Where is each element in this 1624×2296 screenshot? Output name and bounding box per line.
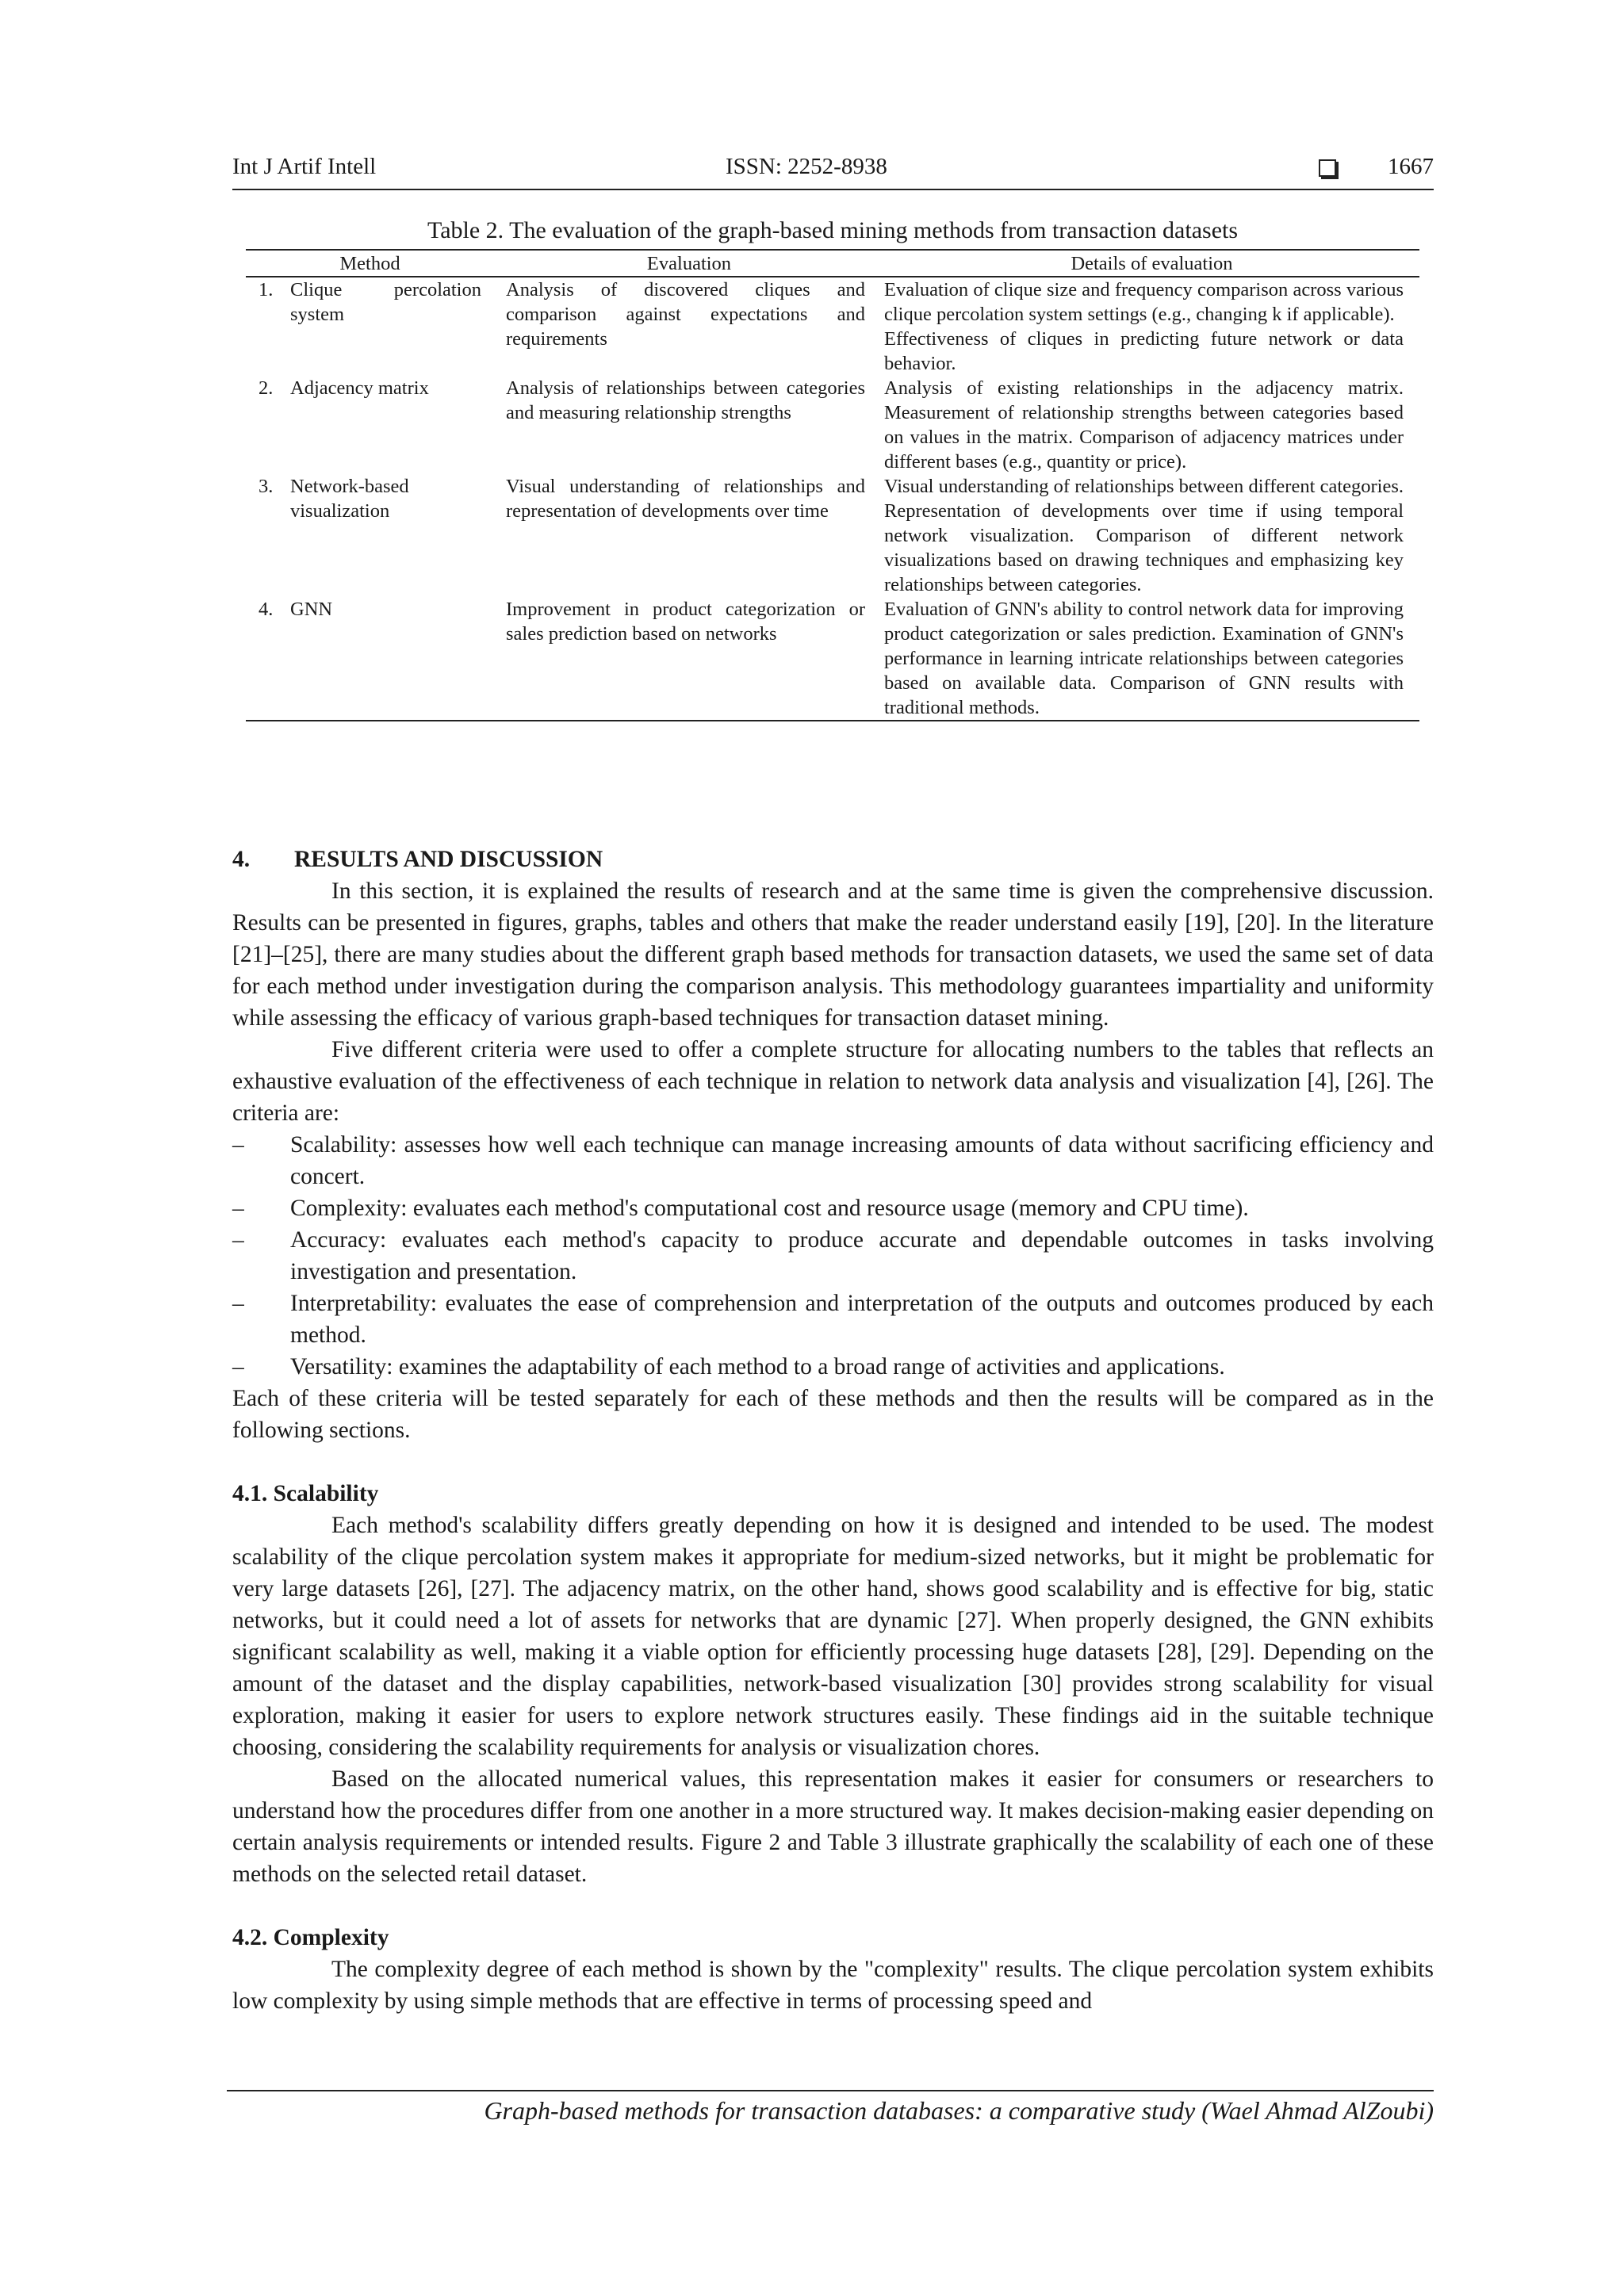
method-name: Adjacency matrix xyxy=(290,377,429,399)
details-text: Visual understanding of relationships between different categories. Representation of developments over time if using temporal network visualization. Comparison of different network visualizations based on drawing techniques and emphasizing key relationships between categories. xyxy=(884,476,1404,595)
bullet-text: Scalability: assesses how well each technique can manage increasing amounts of data without sacrificing efficiency and concert. xyxy=(290,1132,1434,1189)
method-name: Network-based visualization xyxy=(290,476,409,522)
evaluation-cell: Improvement in product categorization or sales prediction based on networks xyxy=(506,599,865,645)
bullet-dash: – xyxy=(232,1196,244,1221)
paragraph: Each of these criteria will be tested separately for each of these methods and then the results will be compared as in the following sections. xyxy=(232,1386,1434,1443)
bullet-item xyxy=(232,1288,1434,1351)
section-title: RESULTS AND DISCUSSION xyxy=(294,847,603,872)
evaluation-cell: Visual understanding of relationships and representation of developments over time xyxy=(506,476,865,522)
row-number: 2. xyxy=(259,377,274,399)
paragraph: In this section, it is explained the results of research and at the same time is given the comprehensive discussion. Results can be presented in figures, graphs, tables and others that make the reader understand easily [19], [20]. In the literature [21]–[25], there are many studies about the different graph based methods for transaction datasets, we used the same set of data for each method under investigation during the comparison analysis. This methodology guarantees impartiality and uniformity while assessing the efficacy of various graph-based techniques for transaction dataset mining. xyxy=(232,878,1434,1031)
table-row xyxy=(246,597,1419,721)
table-row xyxy=(246,376,1419,474)
method-cell xyxy=(246,597,494,622)
bullet-item xyxy=(232,1192,1434,1224)
bullet-text: Versatility: examines the adaptability of each method to a broad range of activities and applications. xyxy=(290,1354,1225,1380)
row-number: 1. xyxy=(259,279,274,300)
row-number: 4. xyxy=(259,599,274,620)
details-cell xyxy=(884,376,1419,474)
issn: ISSN: 2252-8938 xyxy=(726,154,887,179)
details-cell xyxy=(884,474,1419,597)
paragraph: The complexity degree of each method is shown by the "complexity" results. The clique percolation system exhibits low complexity by using simple methods that are effective in terms of processing speed and xyxy=(232,1957,1434,2014)
details-text: Analysis of existing relationships in the adjacency matrix. Measurement of relationship strengths between categories based on values in the matrix. Comparison of adjacency matrices under different bases (e.g., quantity or price). xyxy=(884,377,1404,473)
page-number: 1667 xyxy=(1388,154,1434,179)
row-number: 3. xyxy=(259,476,274,497)
bullet-dash: – xyxy=(232,1354,244,1380)
bullet-text: Interpretability: evaluates the ease of comprehension and interpretation of the outputs and outcomes produced by each method. xyxy=(290,1291,1434,1348)
paragraph: Based on the allocated numerical values, this representation makes it easier for consumers or researchers to understand how the procedures differ from one another in a more structured way. It makes decision-making easier depending on certain analysis requirements or intended results. Figure 2 and Table 3 illustrate graphically the scalability of each one of these methods on the selected retail dataset. xyxy=(232,1766,1434,1887)
method-cell xyxy=(246,277,494,327)
method-name: GNN xyxy=(290,599,333,620)
details-cell xyxy=(884,597,1419,720)
running-footer: Graph-based methods for transaction databases: a comparative study (Wael Ahmad AlZoubi) xyxy=(227,2090,1434,2126)
running-header xyxy=(232,154,1434,190)
bullet-dash: – xyxy=(232,1227,244,1253)
column-header-method: Method xyxy=(246,250,494,277)
bullet-item xyxy=(232,1129,1434,1192)
table-caption: Table 2. The evaluation of the graph-based mining methods from transaction datasets xyxy=(427,217,1239,243)
table-header-row xyxy=(246,250,1419,277)
details-text: Evaluation of clique size and frequency comparison across various clique percolation system settings (e.g., changing k if applicable). xyxy=(884,279,1404,325)
table-row xyxy=(246,277,1419,376)
evaluation-table xyxy=(246,249,1419,721)
bullet-item xyxy=(232,1351,1434,1383)
journal-name: Int J Artif Intell xyxy=(232,154,377,179)
bullet-dash: – xyxy=(232,1291,244,1316)
column-header-evaluation: Evaluation xyxy=(494,250,884,277)
bullet-dash: – xyxy=(232,1132,244,1158)
evaluation-cell: Analysis of discovered cliques and comparison against expectations and requirements xyxy=(506,279,865,350)
evaluation-cell: Analysis of relationships between categories and measuring relationship strengths xyxy=(506,377,865,423)
paragraph: Five different criteria were used to offer a complete structure for allocating numbers to the tables that reflects an exhaustive evaluation of the effectiveness of each technique in relation to network data analysis and visualization [4], [26]. The criteria are: xyxy=(232,1037,1434,1126)
body-text xyxy=(232,844,1434,2017)
table-row xyxy=(246,474,1419,597)
method-cell xyxy=(246,376,494,400)
paragraph: Each method's scalability differs greatly depending on how it is designed and intended to be used. The modest scalability of the clique percolation system makes it appropriate for medium-sized networks, but it might be problematic for very large datasets [26], [27]. The adjacency matrix, on the other hand, shows good scalability and is effective for big, static networks, but it could need a lot of assets for networks that are dynamic [27]. When properly designed, the GNN exhibits significant scalability as well, making it a viable option for efficiently processing huge datasets [28], [29]. Depending on the amount of the dataset and the display capabilities, network-based visualization [30] provides strong scalability for visual exploration, making it easier for users to explore network structures easily. These findings aid in the suitable technique choosing, considering the scalability requirements for analysis or visualization chores. xyxy=(232,1513,1434,1760)
section-number: 4. xyxy=(232,847,251,872)
bullet-text: Complexity: evaluates each method's computational cost and resource usage (memory and CPU time). xyxy=(290,1196,1249,1221)
method-name: Clique percolation system xyxy=(290,279,481,325)
subsection-heading: 4.1. Scalability xyxy=(232,1481,379,1506)
details-text: Effectiveness of cliques in predicting future network or data behavior. xyxy=(884,328,1404,374)
section-heading xyxy=(232,844,1434,875)
bullet-item xyxy=(232,1224,1434,1288)
subsection-heading: 4.2. Complexity xyxy=(232,1925,389,1950)
method-cell xyxy=(246,474,494,523)
bullet-text: Accuracy: evaluates each method's capacity to produce accurate and dependable outcomes in tasks involving investigation and presentation. xyxy=(290,1227,1434,1284)
column-header-details: Details of evaluation xyxy=(884,250,1419,277)
details-cell xyxy=(884,277,1419,376)
details-text: Evaluation of GNN's ability to control network data for improving product categorization or sales prediction. Examination of GNN's performance in learning intricate relationships between categories based on available data. Comparison of GNN results with traditional methods. xyxy=(884,599,1404,718)
square-box-icon xyxy=(1319,159,1336,177)
